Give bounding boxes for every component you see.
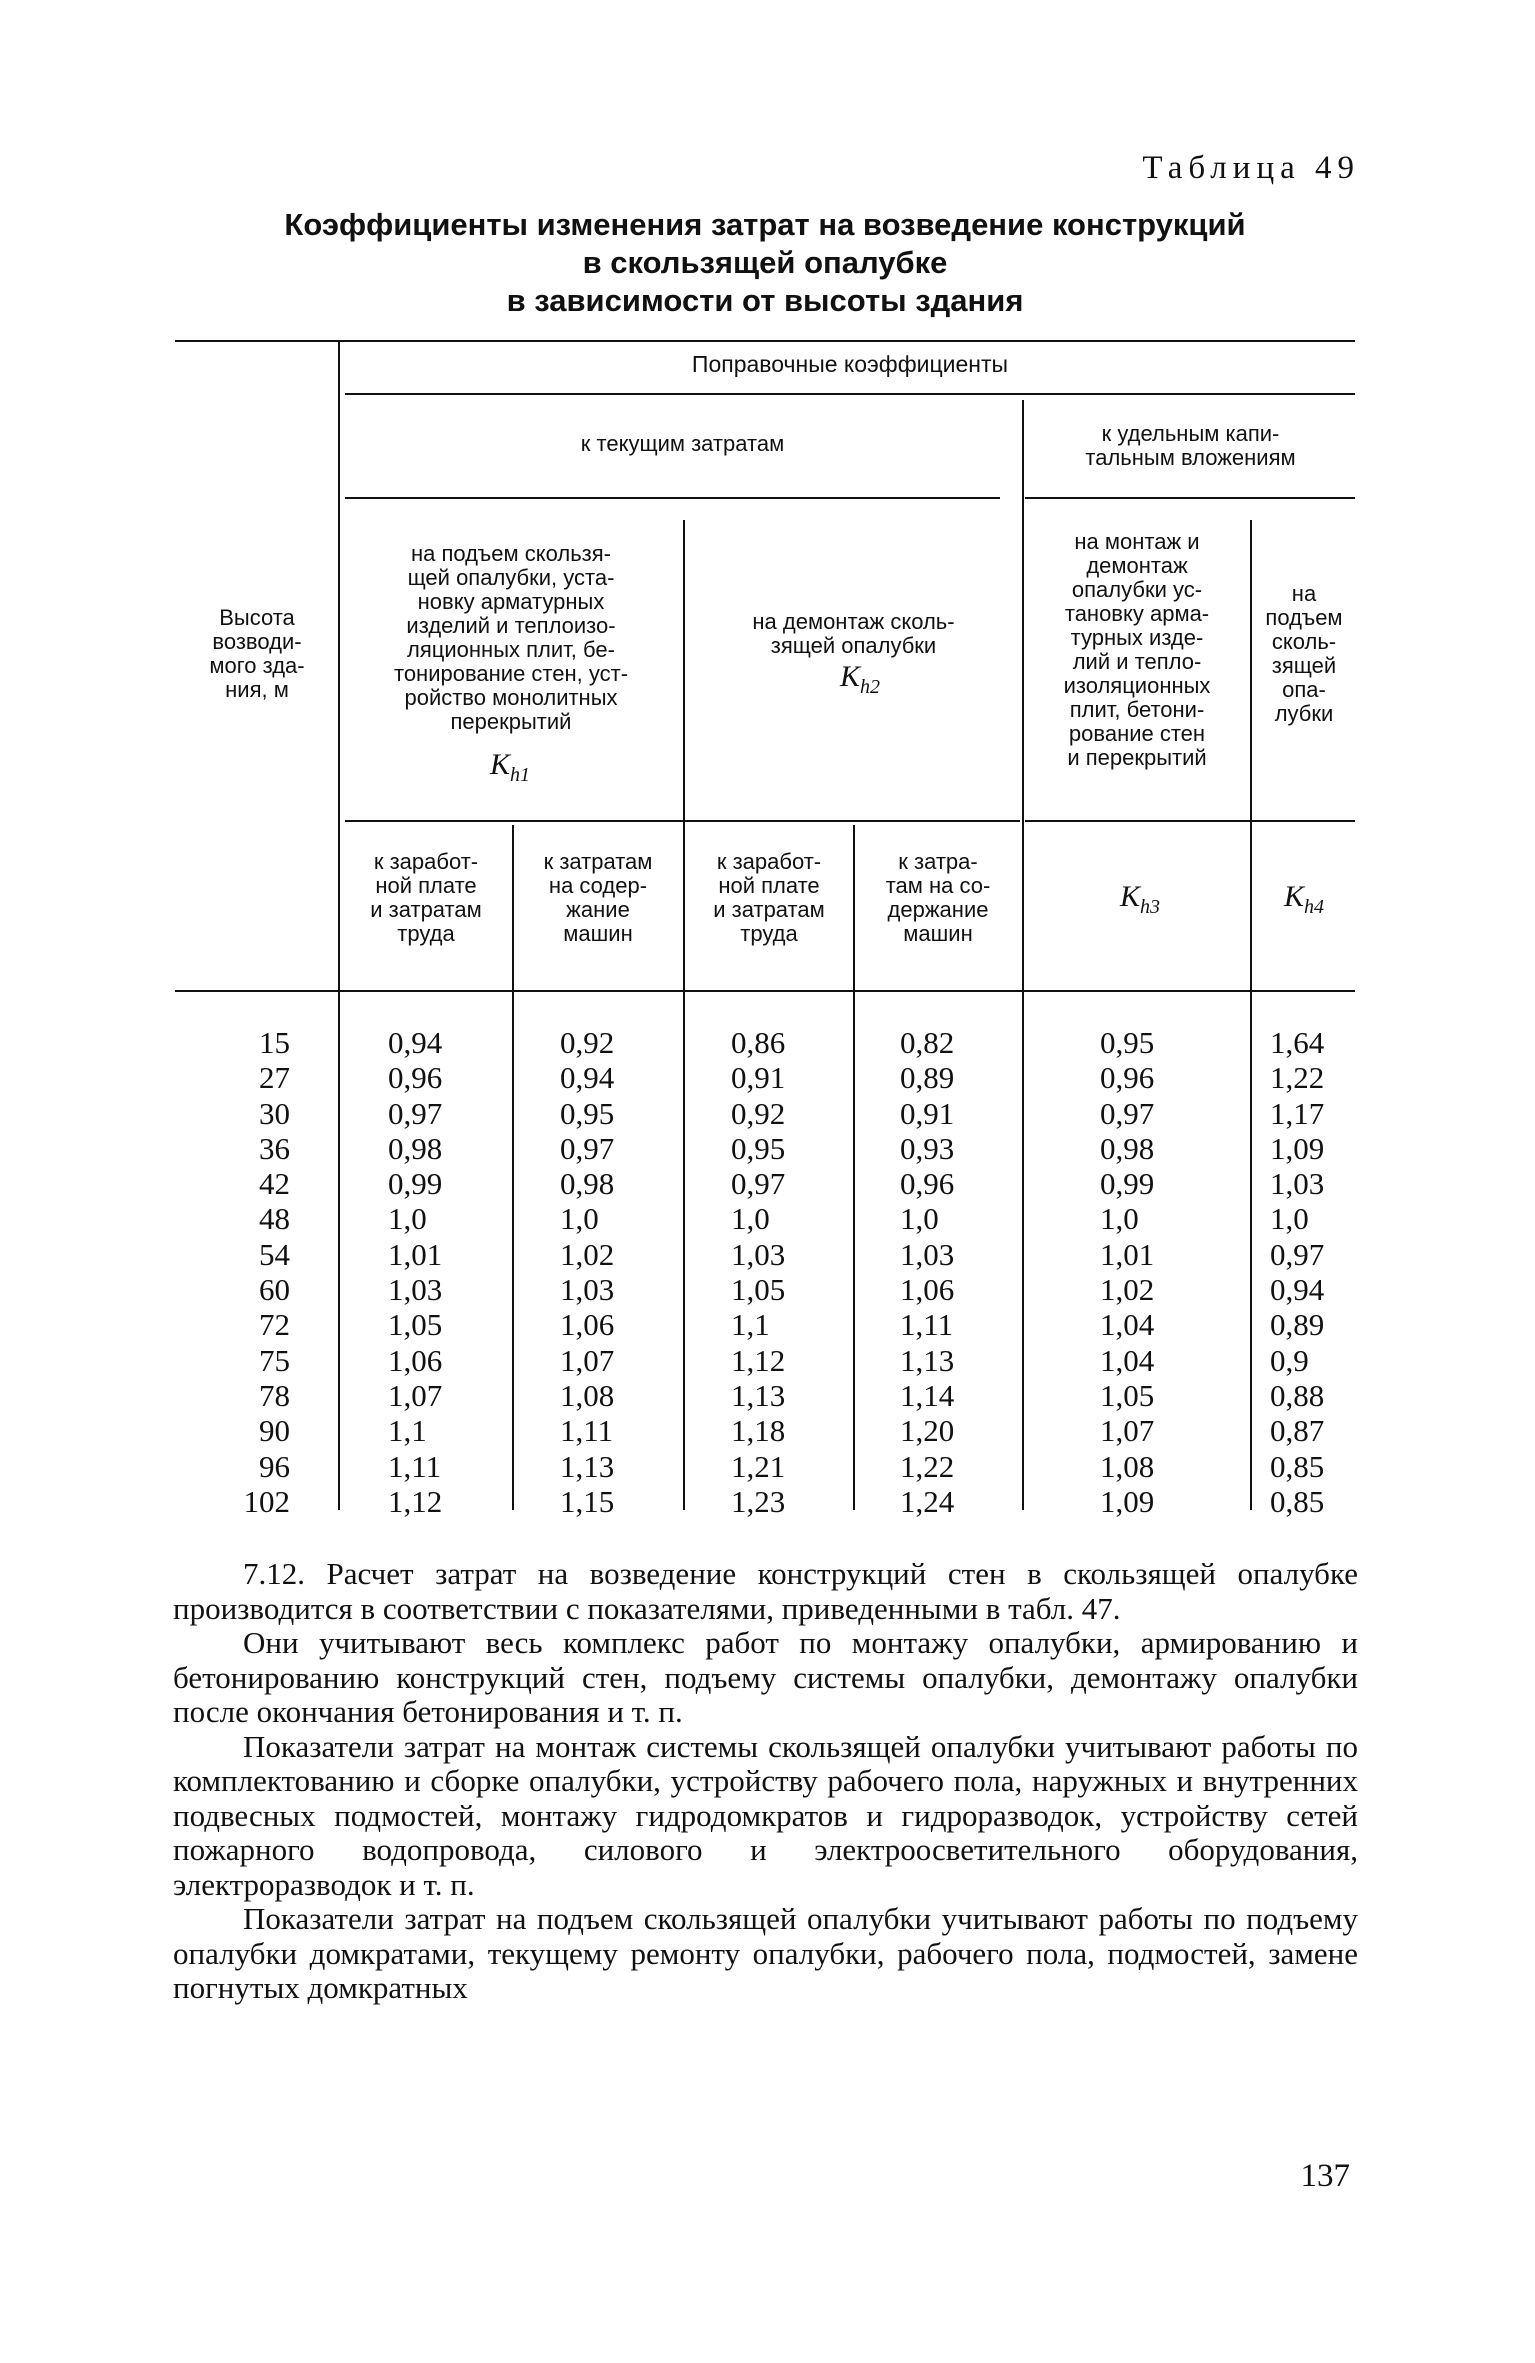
table-cell: 0,97 (1270, 1236, 1325, 1272)
table-cell: 1,08 (560, 1377, 615, 1413)
table-cell: 1,23 (731, 1483, 786, 1519)
table-cell: 1,06 (388, 1342, 443, 1378)
table-cell: 0,96 (388, 1060, 443, 1096)
table-cell: 0,97 (388, 1095, 443, 1131)
wage-header-2: к заработ- ной плате и затратам труда (713, 849, 825, 946)
table-cell: 42 (259, 1166, 290, 1202)
values-k-h3 (1100, 1025, 1210, 1519)
current-costs-header: к текущим затратам (580, 431, 785, 456)
table-cell: 1,03 (900, 1236, 955, 1272)
table-cell: 1,03 (388, 1272, 443, 1308)
col-divider (512, 825, 514, 1510)
title-line: в зависимости от высоты здания (506, 283, 1024, 318)
table-cell: 0,95 (1100, 1025, 1155, 1060)
table-cell: 1,18 (731, 1413, 786, 1449)
table-cell: 0,94 (1270, 1272, 1325, 1308)
paragraph: 7.12. Расчет затрат на возведение конструкций стен в скользящей опалубке производится в соответствии с показателями, приведенными в табл. 47. (173, 1556, 1358, 1626)
table-cell: 0,95 (731, 1130, 786, 1166)
rule-under-correction (345, 393, 1355, 395)
table-cell: 102 (243, 1483, 290, 1519)
table-cell: 0,86 (731, 1025, 786, 1060)
table-cell: 1,06 (900, 1272, 955, 1308)
table-cell: 96 (259, 1448, 290, 1484)
capital-header: к удельным капи- тальным вложениям (1085, 421, 1296, 470)
table-cell: 0,99 (1100, 1166, 1155, 1202)
table-cell: 78 (259, 1377, 290, 1413)
table-cell: 0,97 (731, 1166, 786, 1202)
table-cell: 1,07 (388, 1377, 443, 1413)
table-cell: 1,22 (900, 1448, 955, 1484)
values-wage-1 (388, 1025, 498, 1519)
table-cell: 1,07 (1100, 1413, 1155, 1449)
table-cell: 0,95 (560, 1095, 615, 1131)
values-k-h4 (1270, 1025, 1350, 1519)
height-values (190, 1025, 290, 1519)
table-cell: 75 (259, 1342, 290, 1378)
table-cell: 1,02 (1100, 1272, 1155, 1308)
table-cell: 0,85 (1270, 1448, 1325, 1484)
table-cell: 0,9 (1270, 1342, 1309, 1378)
table-cell: 0,93 (900, 1130, 955, 1166)
table-cell: 1,0 (1100, 1201, 1139, 1237)
table-cell: 0,98 (1100, 1130, 1155, 1166)
values-wage-2 (731, 1025, 841, 1519)
values-machine-2 (900, 1025, 1010, 1519)
page-number: 137 (1300, 2158, 1350, 2194)
table-cell: 1,04 (1100, 1307, 1155, 1343)
table-cell: 48 (259, 1201, 290, 1237)
col-divider (1022, 400, 1024, 1510)
table-cell: 1,11 (560, 1413, 614, 1449)
paragraph: Показатели затрат на подъем скользящей опалубки учитывают работы по подъему опалубки домкратами, текущему ремонту опалубки, рабочего пола, подмостей, замене погнутых домкратных (173, 1901, 1358, 2005)
table-cell: 72 (259, 1307, 290, 1343)
table-cell: 0,89 (900, 1060, 955, 1096)
table-cell: 1,0 (1270, 1201, 1309, 1237)
paragraph: Они учитывают весь комплекс работ по монтажу опалубки, армированию и бетонированию конструкций стен, подъему системы опалубки, демонтажу опалубки после окончания бетонирования и т. п. (173, 1625, 1358, 1729)
wage-header-1: к заработ- ной плате и затратам труда (370, 849, 482, 946)
table-cell: 1,13 (900, 1342, 955, 1378)
dismantle-group-header: на демонтаж сколь- зящей опалубки (752, 609, 955, 658)
table-cell: 0,87 (1270, 1413, 1325, 1449)
table-cell: 1,03 (731, 1236, 786, 1272)
table-cell: 90 (259, 1413, 290, 1449)
machine-header-2: к затра- там на со- держание машин (885, 849, 991, 946)
table-cell: 1,01 (1100, 1236, 1155, 1272)
table-cell: 1,0 (900, 1201, 939, 1237)
table-cell: 0,89 (1270, 1307, 1325, 1343)
table-cell: 0,94 (560, 1060, 615, 1096)
table-cell: 1,07 (560, 1342, 615, 1378)
rule-under-groups-right (1025, 820, 1355, 822)
table-cell: 1,13 (731, 1377, 786, 1413)
table-cell: 1,0 (388, 1201, 427, 1237)
table-label: Таблица 49 (1142, 150, 1360, 186)
paragraph: Показатели затрат на монтаж системы скользящей опалубки учитывают работы по комплектованию и сборке опалубки, устройству рабочего пола, наружных и внутренних подвесных подмостей, монтажу гидродомкратов и гидроразводок, устройству сетей пожарного водопровода, силового и электроосветительного оборудования, электроразводок и т. п. (173, 1728, 1358, 1902)
col-divider (338, 340, 340, 1510)
k-h3-symbol: $K_{h3}$ (1119, 880, 1160, 918)
table-cell: 1,05 (731, 1272, 786, 1308)
table-cell: 1,0 (731, 1201, 770, 1237)
table-cell: 54 (259, 1236, 290, 1272)
table-title (175, 206, 1355, 320)
table-cell: 0,91 (731, 1060, 786, 1096)
table-cell: 1,03 (560, 1272, 615, 1308)
table-cell: 1,15 (560, 1483, 615, 1519)
lift2-group-header: на подъем сколь- зящей опа- лубки (1265, 581, 1343, 726)
rule-under-current (345, 497, 1000, 499)
table-cell: 1,14 (900, 1377, 955, 1413)
table-cell: 0,88 (1270, 1377, 1325, 1413)
table-cell: 1,02 (560, 1236, 615, 1272)
height-column-header: Высота возводи- мого зда- ния, м (209, 605, 305, 702)
correction-header: Поправочные коэффициенты (691, 351, 1009, 377)
table-cell: 36 (259, 1130, 290, 1166)
table-cell: 1,11 (900, 1307, 954, 1343)
table-top-rule (175, 340, 1355, 342)
table-cell: 27 (259, 1060, 290, 1096)
table-cell: 0,82 (900, 1025, 955, 1060)
table-cell: 15 (259, 1025, 290, 1060)
table-cell: 0,99 (388, 1166, 443, 1202)
table-cell: 0,92 (731, 1095, 786, 1131)
table-header-bottom-rule (175, 990, 1355, 992)
title-line: Коэффициенты изменения затрат на возведение конструкций (284, 207, 1246, 242)
table-cell: 1,09 (1270, 1130, 1325, 1166)
table-cell: 1,64 (1270, 1025, 1325, 1060)
table-cell: 1,17 (1270, 1095, 1325, 1131)
table-cell: 0,98 (388, 1130, 443, 1166)
table-cell: 1,01 (388, 1236, 443, 1272)
table-cell: 1,1 (731, 1307, 770, 1343)
table-cell: 0,96 (900, 1166, 955, 1202)
table-cell: 1,13 (560, 1448, 615, 1484)
table-cell: 1,06 (560, 1307, 615, 1343)
machine-header-1: к затратам на содер- жание машин (543, 849, 653, 946)
table-cell: 1,09 (1100, 1483, 1155, 1519)
k-h1-symbol: $K_{h1}$ (489, 748, 530, 786)
mount-group-header: на монтаж и демонтаж опалубки ус- тановку арма- турных изде- лий и тепло- изоляционных плит, бетони- рование стен и перекрытий (1063, 529, 1211, 770)
rule-under-capital (1025, 497, 1355, 499)
table-cell: 1,05 (388, 1307, 443, 1343)
table-cell: 1,03 (1270, 1166, 1325, 1202)
col-divider (1250, 520, 1252, 1510)
k-h2-symbol: $K_{h2}$ (839, 660, 880, 698)
table-cell: 0,94 (388, 1025, 443, 1060)
table-cell: 1,20 (900, 1413, 955, 1449)
table-cell: 0,98 (560, 1166, 615, 1202)
table-cell: 1,22 (1270, 1060, 1325, 1096)
table-cell: 0,85 (1270, 1483, 1325, 1519)
table-cell: 1,12 (731, 1342, 786, 1378)
title-line: в скользящей опалубке (582, 245, 948, 280)
table-cell: 1,21 (731, 1448, 786, 1484)
k-h4-symbol: $K_{h4}$ (1283, 880, 1324, 918)
table-cell: 30 (259, 1095, 290, 1131)
lift-group-header: на подъем скользя- щей опалубки, уста- новку арматурных изделий и теплоизо- ляционных плит, бе- тонирование стен, уст- ройство монолитных перекрытий (393, 541, 629, 734)
table-cell: 1,24 (900, 1483, 955, 1519)
col-divider (853, 825, 855, 1510)
table-cell: 1,12 (388, 1483, 443, 1519)
table-cell: 0,92 (560, 1025, 615, 1060)
table-cell: 1,05 (1100, 1377, 1155, 1413)
table-cell: 1,11 (388, 1448, 442, 1484)
table-cell: 0,91 (900, 1095, 955, 1131)
table-cell: 60 (259, 1272, 290, 1308)
table-cell: 0,97 (1100, 1095, 1155, 1131)
table-cell: 1,04 (1100, 1342, 1155, 1378)
col-divider (683, 520, 685, 1510)
table-cell: 1,1 (388, 1413, 427, 1449)
table-cell: 0,97 (560, 1130, 615, 1166)
table-cell: 0,96 (1100, 1060, 1155, 1096)
table-cell: 1,08 (1100, 1448, 1155, 1484)
table-cell: 1,0 (560, 1201, 599, 1237)
body-text (173, 1557, 1358, 2006)
values-machine-1 (560, 1025, 670, 1519)
